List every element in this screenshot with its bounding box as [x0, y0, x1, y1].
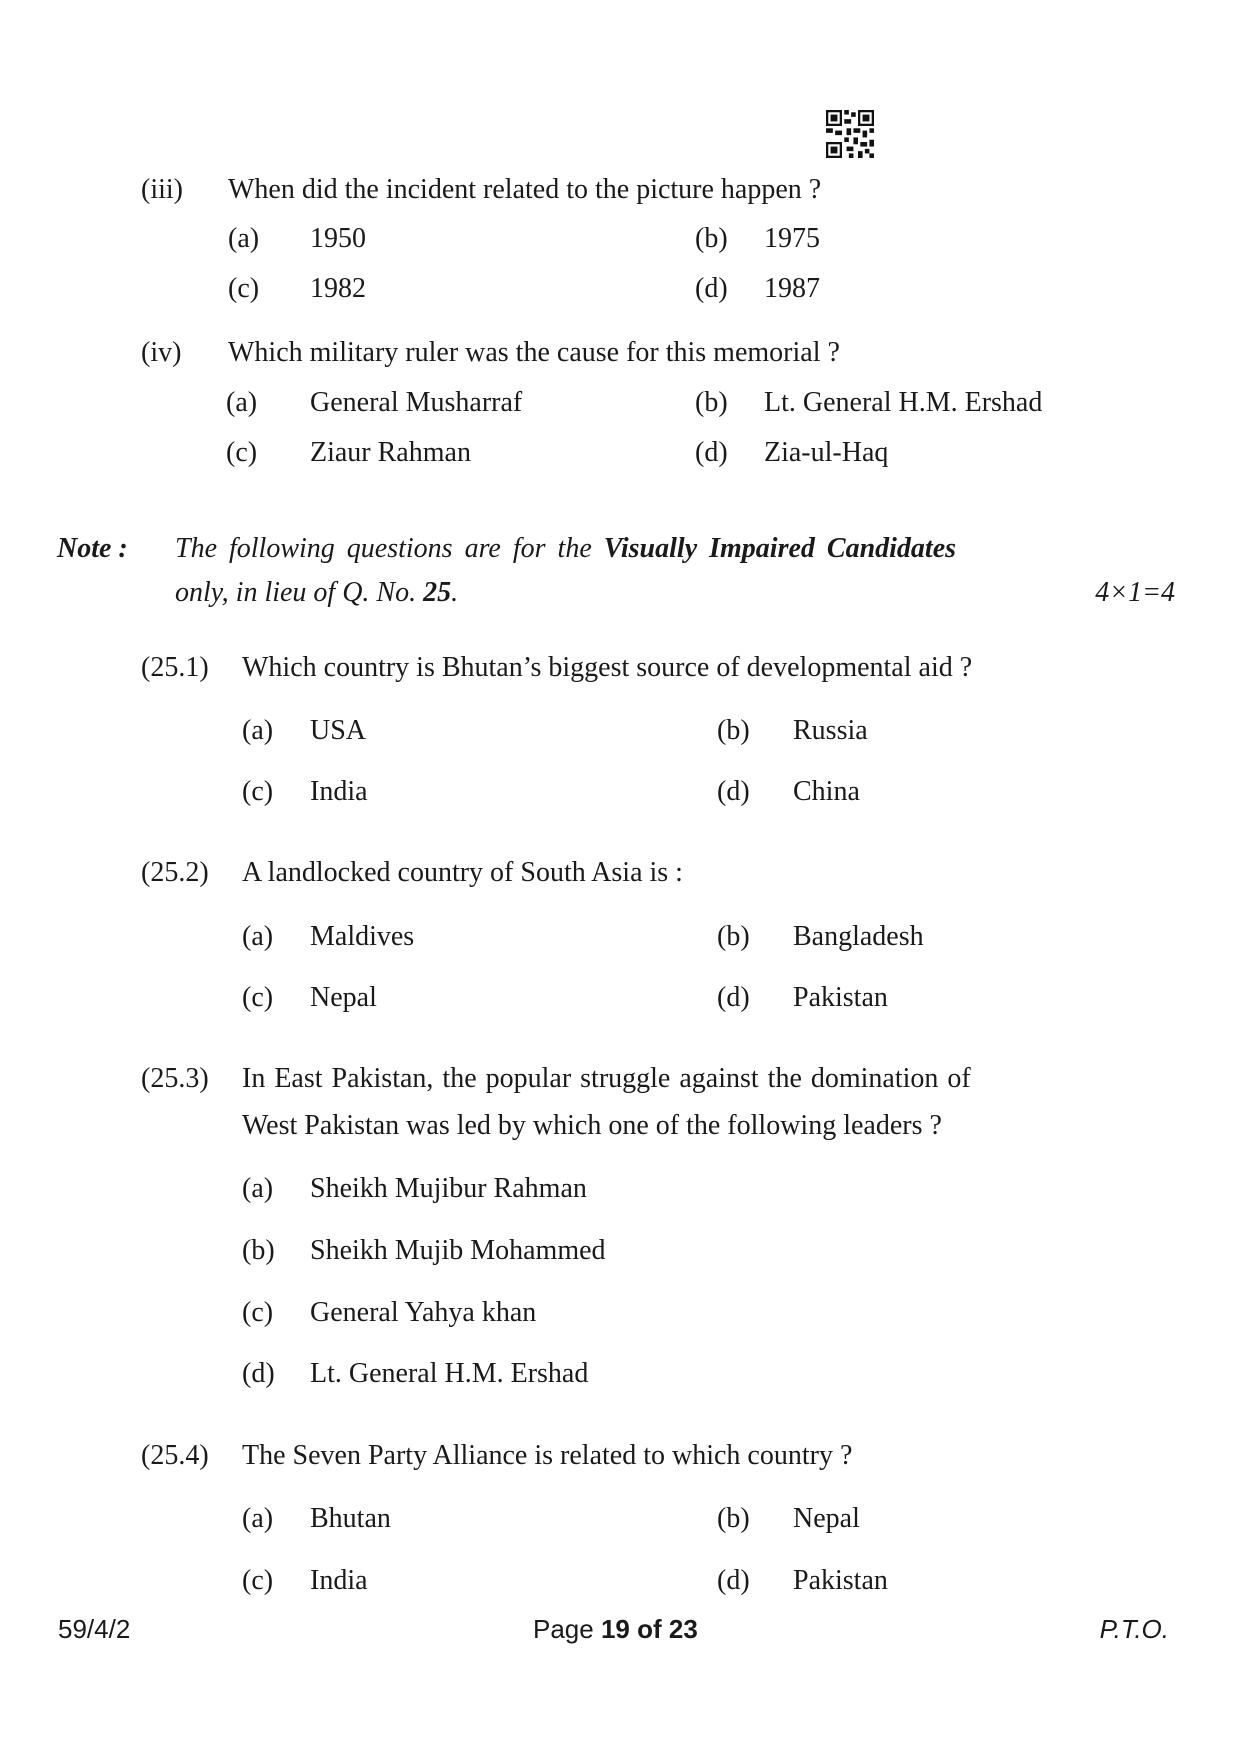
question-text-line-2: West Pakistan was led by which one of the following leaders ? — [242, 1110, 942, 1141]
option-label: (c) — [242, 1565, 274, 1596]
question-number: (25.1) — [141, 652, 209, 683]
option-label: (d) — [695, 437, 728, 468]
option-label: (b) — [717, 921, 750, 952]
option-label: (a) — [242, 1503, 274, 1534]
option-label: (b) — [717, 715, 750, 746]
option-text: 1950 — [310, 223, 366, 254]
note-line-2 — [175, 577, 458, 609]
option-text: Nepal — [793, 1503, 860, 1534]
option-label: (c) — [242, 982, 274, 1013]
option-text: Nepal — [310, 982, 377, 1013]
question-number: (iv) — [141, 337, 182, 368]
question-number: (iii) — [141, 174, 183, 205]
question-text: The Seven Party Alliance is related to which country ? — [242, 1440, 853, 1471]
question-text: Which military ruler was the cause for this memorial ? — [228, 337, 840, 368]
option-text: 1975 — [764, 223, 820, 254]
option-label: (c) — [242, 776, 274, 807]
option-label: (a) — [242, 715, 274, 746]
option-text: Sheikh Mujib Mohammed — [310, 1235, 606, 1266]
please-turn-over: P.T.O. — [1099, 1614, 1169, 1644]
option-label: (a) — [242, 921, 274, 952]
option-text: Bangladesh — [793, 921, 924, 952]
page-of: of — [637, 1614, 662, 1644]
option-text: China — [793, 776, 860, 807]
option-text: India — [310, 1565, 368, 1596]
note-line-2-text: only, in lieu of Q. No. — [175, 577, 417, 608]
note-label: Note : — [57, 533, 128, 564]
option-label: (a) — [242, 1173, 274, 1204]
option-text: General Musharraf — [310, 387, 523, 418]
option-text: 1987 — [764, 273, 820, 304]
note-highlight: Visually Impaired Candidates — [603, 533, 957, 564]
note-question-ref: 25 — [423, 577, 452, 608]
question-text: Which country is Bhutan’s biggest source of developmental aid ? — [242, 652, 973, 683]
option-label: (b) — [695, 387, 728, 418]
option-text: Lt. General H.M. Ershad — [310, 1358, 589, 1389]
option-text: USA — [310, 715, 367, 746]
option-text: Maldives — [310, 921, 415, 952]
current-page: 19 — [600, 1614, 630, 1644]
question-number: (25.3) — [141, 1063, 209, 1094]
qr-code-icon — [826, 110, 874, 158]
option-label: (b) — [695, 223, 728, 254]
option-label: (d) — [717, 982, 750, 1013]
option-text: Pakistan — [793, 982, 888, 1013]
question-text-line-1: In East Pakistan, the popular struggle against the domination of — [242, 1063, 971, 1094]
option-text: Pakistan — [793, 1565, 888, 1596]
option-label: (d) — [242, 1358, 275, 1389]
question-text: When did the incident related to the picture happen ? — [228, 174, 822, 205]
option-label: (c) — [228, 273, 260, 304]
option-label: (d) — [695, 273, 728, 304]
question-text: A landlocked country of South Asia is : — [242, 857, 683, 888]
note-line-1-text: The following questions are for the — [175, 533, 592, 564]
option-text: Ziaur Rahman — [310, 437, 471, 468]
option-label: (d) — [717, 776, 750, 807]
marks-allocation: 4×1=4 — [1095, 577, 1175, 608]
page-number — [533, 1614, 698, 1645]
option-text: Lt. General H.M. Ershad — [764, 387, 1043, 418]
question-number: (25.2) — [141, 857, 209, 888]
option-text: General Yahya khan — [310, 1297, 537, 1328]
option-text: Sheikh Mujibur Rahman — [310, 1173, 587, 1204]
page-word: Page — [533, 1614, 594, 1644]
paper-code: 59/4/2 — [58, 1614, 131, 1644]
option-label: (d) — [717, 1565, 750, 1596]
option-label: (a) — [228, 223, 260, 254]
total-pages: 23 — [668, 1614, 698, 1644]
option-label: (c) — [242, 1297, 274, 1328]
note-line-2-end: . — [451, 577, 459, 608]
option-text: Zia-ul-Haq — [764, 437, 889, 468]
option-label: (c) — [226, 437, 258, 468]
question-number: (25.4) — [141, 1440, 209, 1471]
option-text: Russia — [793, 715, 868, 746]
option-label: (b) — [242, 1235, 275, 1266]
option-text: India — [310, 776, 368, 807]
option-label: (b) — [717, 1503, 750, 1534]
option-text: 1982 — [310, 273, 366, 304]
note-line-1 — [175, 533, 956, 565]
option-text: Bhutan — [310, 1503, 391, 1534]
option-label: (a) — [226, 387, 258, 418]
